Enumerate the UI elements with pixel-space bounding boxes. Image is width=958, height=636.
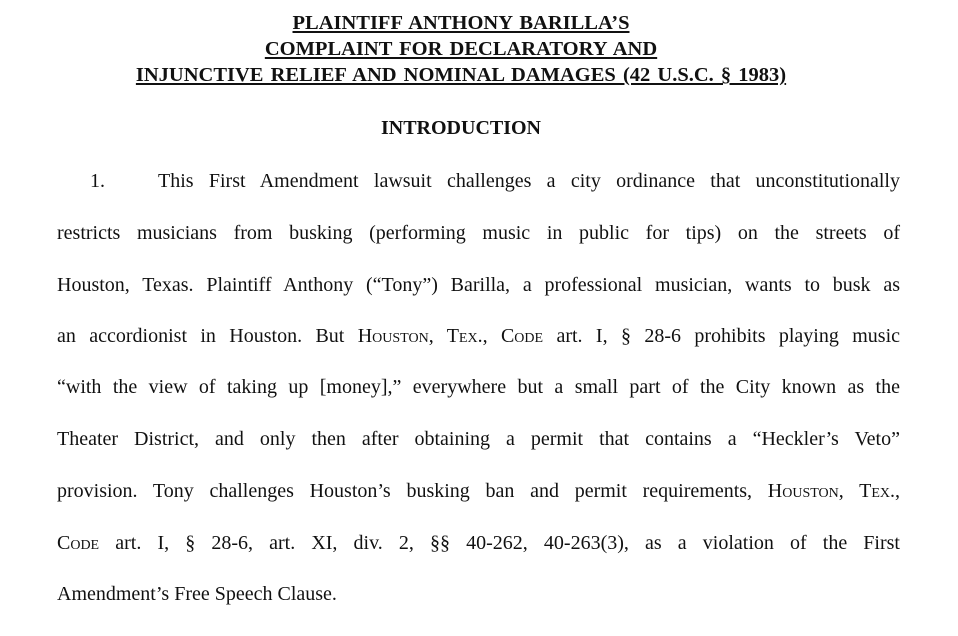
line-4-text-after: art. I, § 28-6 prohibits playing music [543,325,901,347]
paragraph-line-7 [57,478,900,504]
paragraph-line-8 [57,530,900,556]
paragraph-line-4 [57,323,900,349]
document-title-line-1: PLAINTIFF ANTHONY BARILLA’S [292,12,630,34]
line-4-text-before: an accordionist in Houston. But [57,325,358,347]
section-heading: INTRODUCTION [380,117,542,139]
code-citation: Houston, Tex., [767,480,900,502]
line-8-text-after: art. I, § 28-6, art. XI, div. 2, §§ 40-262, 40-263(3), as a violation of the First [99,532,900,554]
paragraph-line-1: This First Amendment lawsuit challenges a city ordinance that unconstitutionally [158,170,900,192]
code-citation: Houston, Tex., Code [357,325,544,347]
paragraph-line-9: Amendment’s Free Speech Clause. [57,583,337,605]
paragraph-line-5: “with the view of taking up [money],” everywhere but a small part of the City known as the [57,376,900,398]
line-7-text-before: provision. Tony challenges Houston’s busking ban and permit requirements, [57,480,768,502]
paragraph-line-2: restricts musicians from busking (performing music in public for tips) on the streets of [57,222,900,244]
code-citation: Code [57,532,100,554]
document-title-line-3: INJUNCTIVE RELIEF AND NOMINAL DAMAGES (42 U.S.C. § 1983) [135,64,787,86]
document-title-line-2: COMPLAINT FOR DECLARATORY AND [264,38,658,60]
paragraph-number: 1. [90,170,105,192]
paragraph-line-3: Houston, Texas. Plaintiff Anthony (“Tony”) Barilla, a professional musician, wants to busk as [57,274,900,296]
paragraph-line-6: Theater District, and only then after obtaining a permit that contains a “Heckler’s Veto” [57,428,900,450]
